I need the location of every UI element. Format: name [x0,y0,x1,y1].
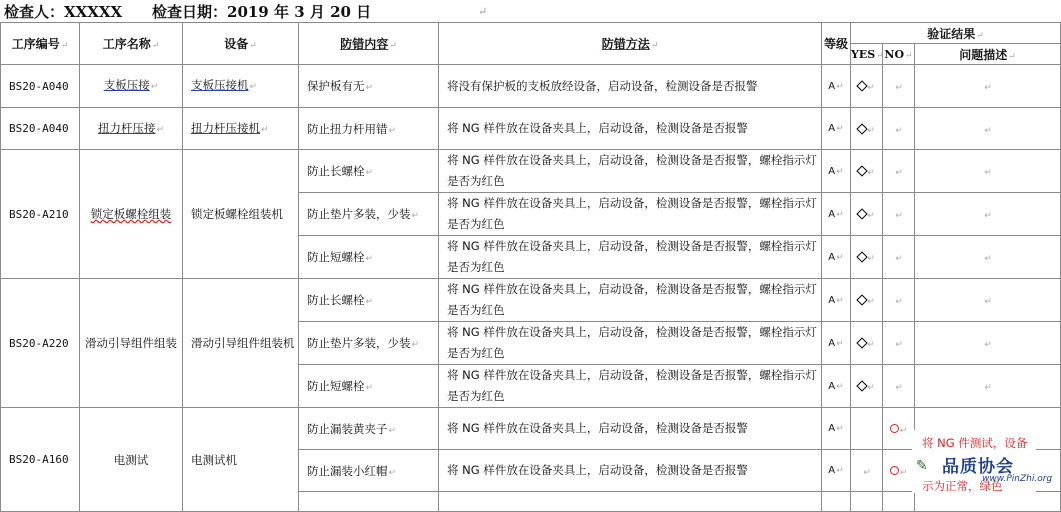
proofing-content: 防止漏装小红帽↵ [299,450,439,492]
col-equipment-header: 设备↵ [183,23,299,65]
proofing-content: 保护板有无↵ [299,65,439,108]
watermark-url: www.PinZhi.org [982,474,1053,484]
proofing-content: 防止垫片多装，少装↵ [299,322,439,365]
process-code: BS20-A040 [1,108,80,150]
issue-cell [915,492,1061,512]
issue-cell: ↵ [915,365,1061,408]
grade: A↵ [822,108,851,150]
proofing-content: 防止扭力杆用错↵ [299,108,439,150]
no-cell [883,492,915,512]
proofing-method [439,492,822,512]
no-cell: ↵ [883,408,915,450]
pin-icon: ✎ [916,458,928,474]
yes-cell: ↵ [851,365,883,408]
circle-icon [890,424,899,433]
proofing-method: 将 NG 样件放在设备夹具上，启动设备，检测设备是否报警，螺栓指示灯是否为红色 [439,279,822,322]
col-yes-header: YES↵ [851,44,883,65]
proofing-content: 防止漏装黄夹子↵ [299,408,439,450]
issue-cell: ↵ [915,279,1061,322]
process-name: 锁定板螺栓组装 [80,150,183,279]
yes-cell [851,408,883,450]
yes-cell: ↵ [851,150,883,193]
col-verify-header: 验证结果↵ [851,23,1061,44]
proofing-method: 将 NG 样件放在设备夹具上，启动设备，检测设备是否报警，螺栓指示灯是否为红色 [439,322,822,365]
equipment: 扭力杆压接机↵ [183,108,299,150]
proofing-method: 将 NG 样件放在设备夹具上，启动设备，检测设备是否报警 [439,108,822,150]
process-code: BS20-A220 [1,279,80,408]
col-no-header: NO↵ [883,44,915,65]
issue-cell: ↵ [915,150,1061,193]
col-code-header: 工序编号↵ [1,23,80,65]
issue-cell: ↵ [915,65,1061,108]
circle-icon [890,466,899,475]
grade: A↵ [822,236,851,279]
yes-cell: ↵ [851,236,883,279]
proofing-content [299,492,439,512]
issue-note-overlay [912,430,1053,493]
table-row [1,279,1061,322]
proofing-content: 防止长螺栓↵ [299,150,439,193]
grade: A↵ [822,322,851,365]
grade: A↵ [822,450,851,492]
proofing-method: 将 NG 样件放在设备夹具上，启动设备，检测设备是否报警，螺栓指示灯是否为红色 [439,150,822,193]
sheet-header [4,0,488,24]
grade: A↵ [822,279,851,322]
inspector-label: 检查人：XXXXX [4,3,123,21]
grade: A↵ [822,65,851,108]
proofing-method: 将 NG 样件放在设备夹具上，启动设备，检测设备是否报警，螺栓指示灯是否为红色 [439,193,822,236]
grade: A↵ [822,408,851,450]
grade: A↵ [822,150,851,193]
grade: A↵ [822,193,851,236]
error-proofing-table [0,22,1061,512]
col-grade-header: 等级 [822,23,851,65]
process-name: 滑动引导组件组装 [80,279,183,408]
issue-cell: ↵ [915,322,1061,365]
no-cell: ↵ [883,65,915,108]
inspection-date: 检查日期：2019 年 3 月 20 日 [152,3,372,21]
yes-cell: ↵ [851,322,883,365]
paragraph-mark: ↵ [478,5,488,18]
watermark-logo: 品质协会 [942,457,1014,477]
no-cell: ↵ [883,322,915,365]
process-code: BS20-A040 [1,65,80,108]
equipment: 锁定板螺栓组装机 [183,150,299,279]
issue-cell: ↵ [915,108,1061,150]
issue-cell: ↵ [915,236,1061,279]
proofing-method: 将没有保护板的支板放经设备，启动设备，检测设备是否报警 [439,65,822,108]
process-code: BS20-A210 [1,150,80,279]
col-method-header: 防错方法↵ [439,23,822,65]
no-cell: ↵ [883,193,915,236]
process-code: BS20-A160 [1,408,80,512]
no-cell: ↵ [883,365,915,408]
col-issue-header: 问题描述↵ [915,44,1061,65]
no-cell: ↵ [883,279,915,322]
equipment: 滑动引导组件组装机 [183,279,299,408]
proofing-content: 防止长螺栓↵ [299,279,439,322]
proofing-method: 将 NG 样件放在设备夹具上，启动设备，检测设备是否报警 [439,450,822,492]
issue-cell: ↵ [915,193,1061,236]
col-name-header: 工序名称↵ [80,23,183,65]
yes-cell: ↵ [851,450,883,492]
table-row [1,108,1061,150]
table-row [1,65,1061,108]
proofing-method: 将 NG 样件放在设备夹具上，启动设备，检测设备是否报警，螺栓指示灯是否为红色 [439,236,822,279]
issue-note-line1: 将 NG 件测试，设备 [922,436,1028,450]
table-row [1,150,1061,193]
issue-note-line2: 示为正常，绿色 [922,479,1003,493]
yes-cell: ↵ [851,193,883,236]
table-row [1,408,1061,450]
proofing-method: 将 NG 样件放在设备夹具上，启动设备，检测设备是否报警 [439,408,822,450]
equipment: 支板压接机↵ [183,65,299,108]
yes-cell [851,492,883,512]
proofing-content: 防止短螺栓↵ [299,365,439,408]
no-cell: ↵ [883,150,915,193]
process-name: 扭力杆压接↵ [80,108,183,150]
yes-cell: ↵ [851,65,883,108]
proofing-method: 将 NG 样件放在设备夹具上，启动设备，检测设备是否报警，螺栓指示灯是否为红色 [439,365,822,408]
yes-cell: ↵ [851,279,883,322]
proofing-content: 防止垫片多装，少装↵ [299,193,439,236]
grade [822,492,851,512]
no-cell: ↵ [883,236,915,279]
process-name: 电测试 [80,408,183,512]
proofing-content: 防止短螺栓↵ [299,236,439,279]
col-content-header: 防错内容↵ [299,23,439,65]
equipment: 电测试机 [183,408,299,512]
no-cell: ↵ [883,108,915,150]
grade: A↵ [822,365,851,408]
yes-cell: ↵ [851,108,883,150]
no-cell: ↵ [883,450,915,492]
process-name: 支板压接↵ [80,65,183,108]
